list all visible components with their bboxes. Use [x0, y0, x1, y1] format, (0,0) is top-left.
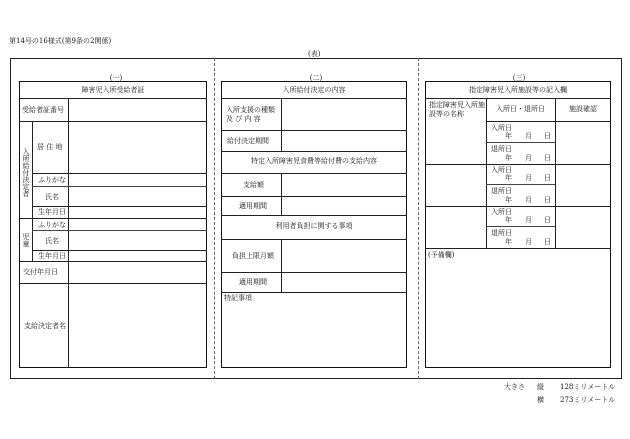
p1-col-rule [68, 218, 69, 261]
p1-rule [19, 98, 207, 99]
remarks-label: (予備欄) [428, 251, 455, 259]
form-number: 第14号の16様式(第9条の2関係) [9, 37, 112, 45]
child-furigana-label: ふりがな [38, 221, 66, 229]
panel2-label: (二) [309, 74, 323, 82]
decision-group-label: 入所給付決定者 [22, 148, 30, 197]
p1-rule [32, 230, 207, 231]
year-label: 年 [505, 154, 512, 162]
p1-rule [19, 283, 207, 284]
year-label: 年 [505, 238, 512, 246]
name-label: 氏名 [45, 193, 59, 201]
food-section-title: 特定入所障害児食費等給付費の支給内容 [251, 157, 377, 165]
furigana-label: ふりがな [38, 176, 66, 184]
confirm-header: 施設確認 [569, 105, 597, 113]
dates-header: 入所日・退所日 [496, 105, 545, 113]
day-label: 日 [544, 216, 551, 224]
day-label: 日 [544, 174, 551, 182]
notes-label: 特記事項 [224, 294, 252, 302]
panel1-label: (一) [109, 74, 123, 82]
p1-col-rule [68, 98, 69, 231]
p2-col-rule [281, 173, 282, 215]
address-label: 居 住 地 [37, 143, 63, 151]
p3-rule [425, 164, 611, 165]
decision-period-label: 給付決定期間 [227, 137, 269, 145]
p1-rule [32, 206, 207, 207]
admission-label: 入所日 [491, 166, 512, 174]
issuer-label: 支給決定者名 [24, 322, 66, 330]
year-label: 年 [505, 216, 512, 224]
child-birthdate-label: 生年月日 [38, 252, 66, 260]
day-label: 日 [544, 154, 551, 162]
p2-rule [221, 196, 407, 197]
child-name-label: 氏名 [45, 237, 59, 245]
p1-rule [32, 173, 207, 174]
p2-col-rule [281, 98, 282, 151]
admission-label: 入所日 [491, 124, 512, 132]
issue-date-label: 交付年月日 [23, 268, 58, 276]
day-label: 日 [544, 132, 551, 140]
size-horizontal-value: 273ミリメートル [560, 396, 616, 404]
p3-rule [425, 248, 611, 249]
p2-rule [221, 292, 407, 293]
p2-rule [221, 239, 407, 240]
year-label: 年 [505, 196, 512, 204]
front-side-label: (表) [308, 50, 321, 58]
burden-period-label: 適用期間 [239, 278, 267, 286]
year-label: 年 [505, 132, 512, 140]
p2-rule [221, 215, 407, 216]
p3-rule [425, 98, 611, 99]
discharge-label: 退所日 [491, 187, 512, 195]
user-burden-section-title: 利用者負担に関する事項 [275, 222, 353, 230]
facility-name-label: 指定障害児入所施設等の名称 [429, 101, 485, 118]
recipient-number-label: 受給者証番号 [22, 106, 64, 114]
year-label: 年 [505, 174, 512, 182]
payment-amount-label: 支給額 [243, 181, 264, 189]
panel-divider-2 [418, 58, 419, 379]
panel3-title: 指定障害児入所施設等の記入欄 [469, 86, 567, 94]
p1-rule [19, 121, 207, 122]
p1-col-rule [32, 121, 33, 231]
birthdate-label: 生年月日 [38, 208, 66, 216]
month-label: 月 [525, 196, 532, 204]
panel1-title: 障害児入所受給者証 [81, 86, 145, 94]
panel2-title: 入所給付決定の内容 [282, 86, 346, 94]
p1-rule [32, 250, 207, 251]
applicable-period-label: 適用期間 [239, 202, 267, 210]
day-label: 日 [544, 196, 551, 204]
p2-rule [221, 130, 407, 131]
p1-rule [19, 261, 207, 262]
discharge-label: 退所日 [491, 145, 512, 153]
p3-rule [486, 142, 555, 143]
service-type-label: 入所支援の種類及 び 内 容 [226, 106, 275, 123]
p1-rule [19, 218, 207, 219]
size-horizontal-label: 横 [537, 396, 544, 404]
admission-label: 入所日 [491, 208, 512, 216]
day-label: 日 [544, 238, 551, 246]
panel3-label: (三) [512, 74, 526, 82]
p2-rule [221, 173, 407, 174]
discharge-label: 退所日 [491, 229, 512, 237]
month-label: 月 [525, 238, 532, 246]
panel3-box [425, 81, 611, 368]
p3-rule [425, 206, 611, 207]
p2-rule [221, 151, 407, 152]
p3-rule [486, 184, 555, 185]
p2-rule [221, 98, 407, 99]
size-label: 大きさ [504, 383, 525, 391]
p1-rule [32, 186, 207, 187]
p1-col-rule [68, 261, 69, 283]
monthly-cap-label: 負担上限月額 [232, 252, 274, 260]
p1-col-rule [68, 283, 69, 368]
panel-divider-1 [214, 58, 215, 379]
month-label: 月 [525, 174, 532, 182]
p2-rule [221, 272, 407, 273]
size-vertical-label: 縦 [537, 383, 544, 391]
p3-rule [486, 226, 555, 227]
p1-col-rule [32, 218, 33, 261]
month-label: 月 [525, 132, 532, 140]
month-label: 月 [525, 154, 532, 162]
p3-rule [486, 121, 611, 122]
size-vertical-value: 128ミリメートル [560, 383, 616, 391]
p2-col-rule [281, 239, 282, 292]
child-group-label: 児童 [22, 233, 30, 247]
month-label: 月 [525, 216, 532, 224]
